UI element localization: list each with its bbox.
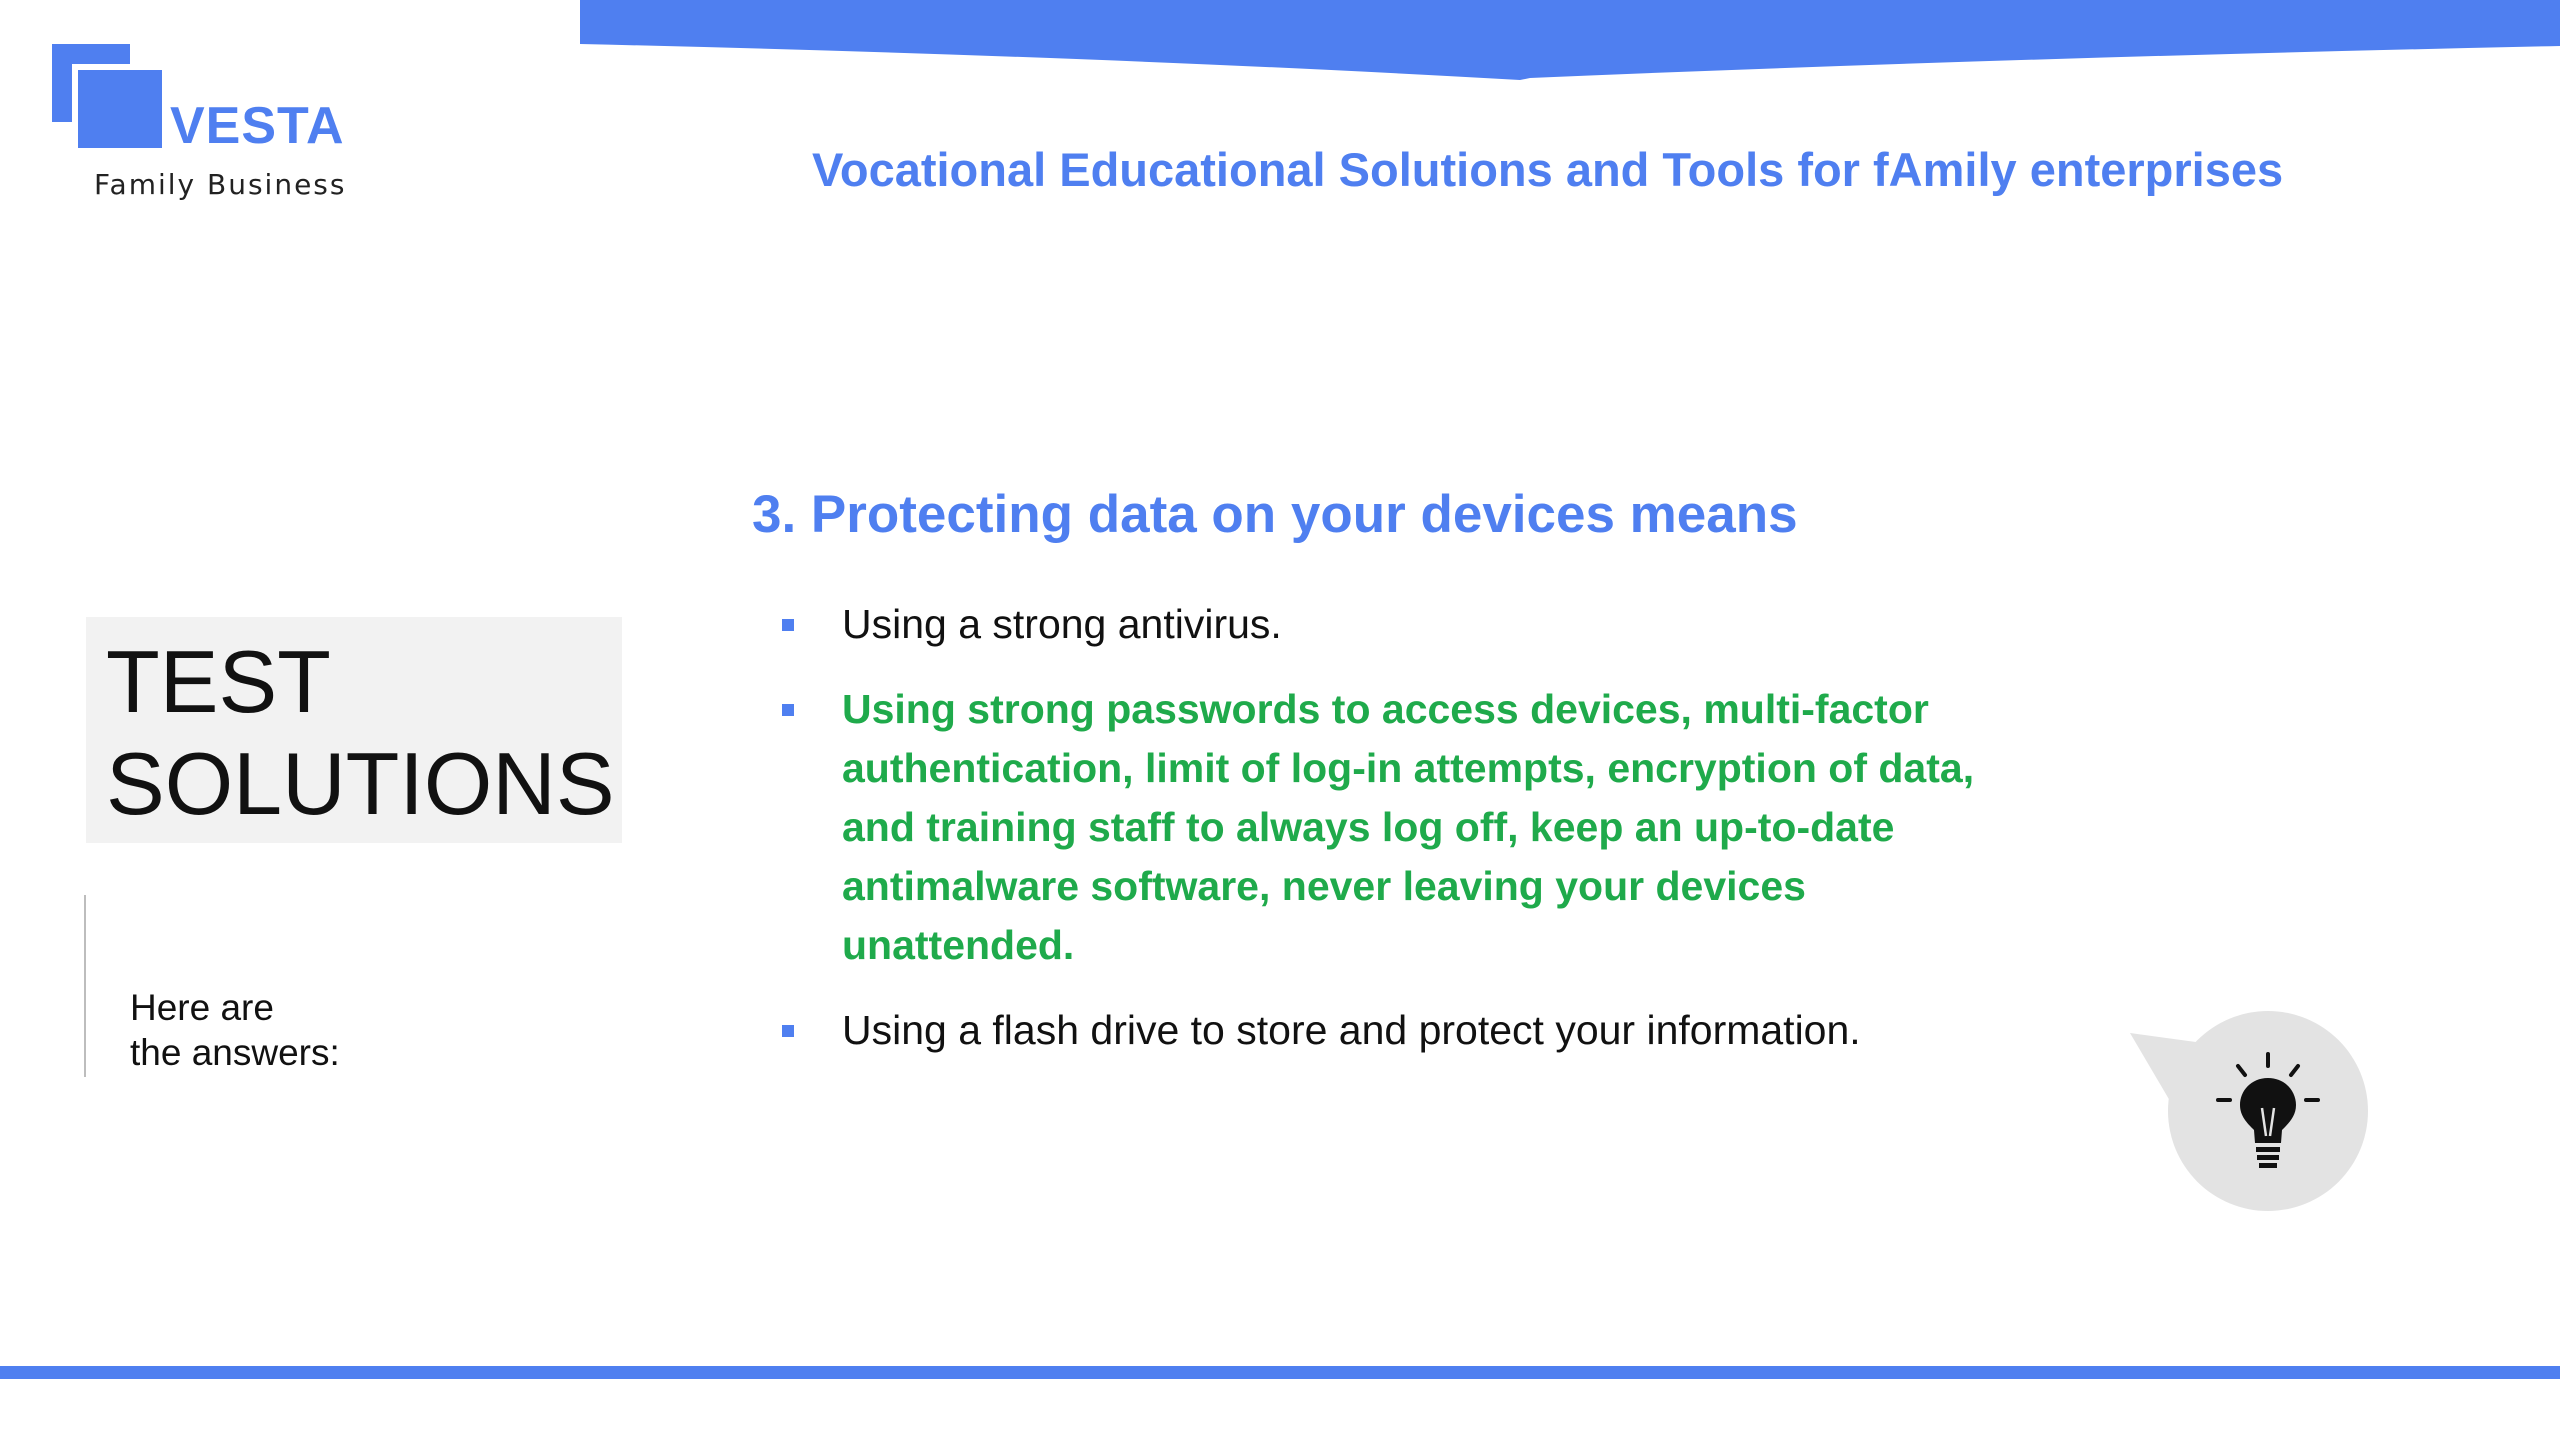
answer-option-text: Using a strong antivirus. bbox=[842, 601, 1282, 647]
bullet-icon bbox=[782, 704, 794, 716]
vesta-logo bbox=[52, 44, 392, 214]
header-subtitle: Vocational Educational Solutions and Tools for fAmily enterprises bbox=[812, 143, 2284, 196]
answer-options bbox=[782, 595, 1982, 1086]
test-solutions-title: TEST SOLUTIONS bbox=[106, 632, 615, 833]
bottom-bar bbox=[0, 1366, 2560, 1379]
answer-option-correct bbox=[782, 680, 1982, 975]
bullet-icon bbox=[782, 1025, 794, 1037]
question-title: 3. Protecting data on your devices means bbox=[752, 485, 1798, 544]
answer-option bbox=[782, 595, 1982, 654]
bullet-icon bbox=[782, 619, 794, 631]
lightbulb-icon bbox=[2120, 1008, 2380, 1223]
test-solutions-box bbox=[86, 617, 622, 843]
answer-option-text: Using strong passwords to access devices, multi-factor authentication, limit of log-in attempts, encryption of data, and training staff to always log off, keep an up-to-date antimalware software, never leaving your devices unattended. bbox=[842, 686, 1975, 968]
logo-tagline: Family Business bbox=[94, 168, 347, 201]
answer-option-text: Using a flash drive to store and protect your information. bbox=[842, 1007, 1861, 1053]
logo-name: VESTA bbox=[170, 97, 345, 155]
logo-square-front bbox=[78, 70, 162, 148]
answer-option bbox=[782, 1001, 1982, 1060]
answers-note: Here are the answers: bbox=[130, 987, 340, 1073]
divider-line bbox=[84, 895, 86, 1077]
